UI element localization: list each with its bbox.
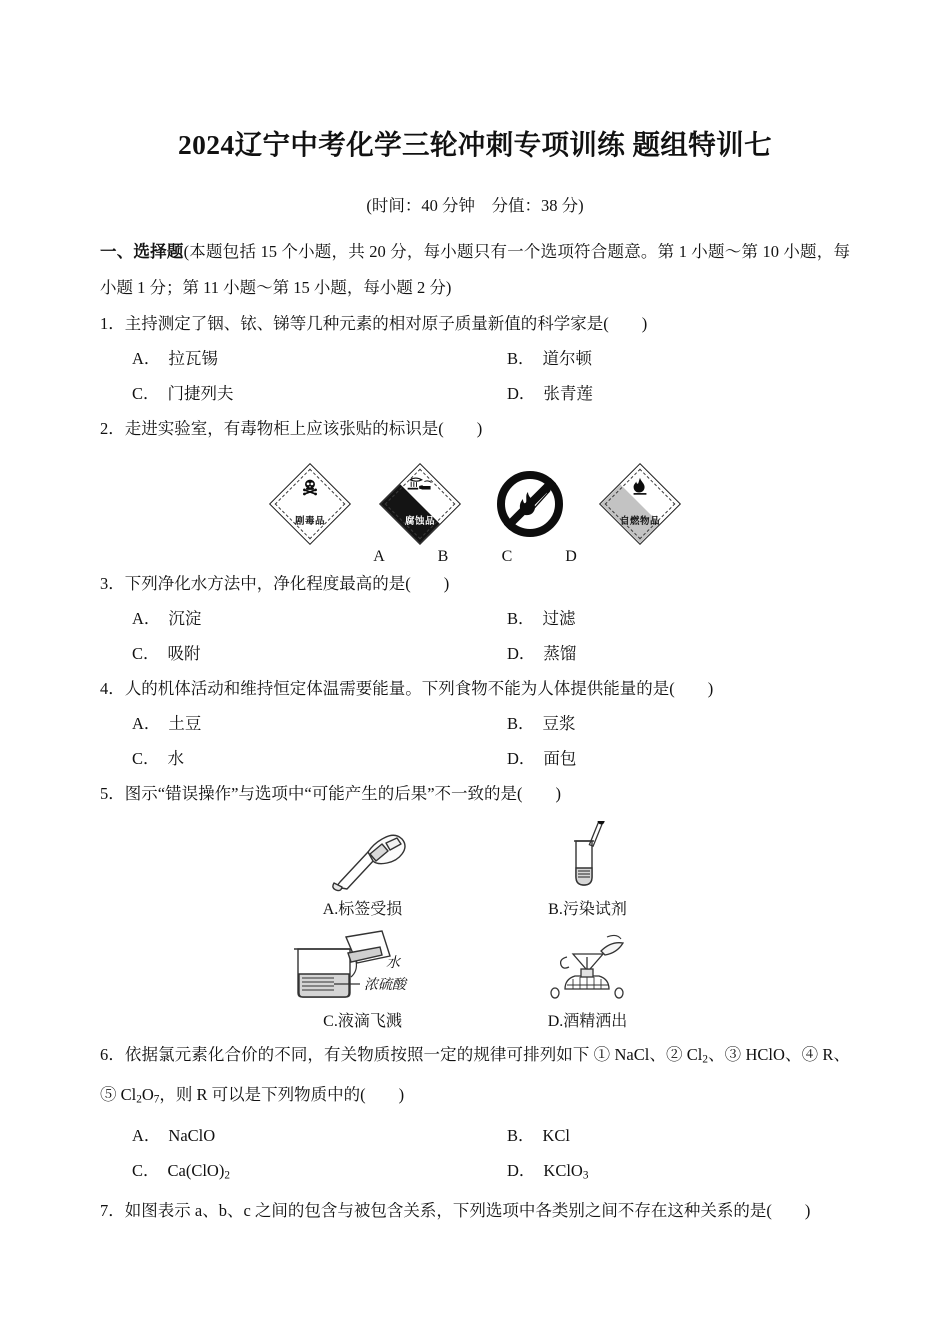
question-5-figure: [100, 817, 850, 1037]
option-1-B[interactable]: [475, 341, 850, 376]
option-text: 门捷列夫: [167, 384, 234, 403]
question-4-options-row-2: [100, 741, 850, 776]
operation-item-A: [250, 817, 475, 925]
question-2-figure-labels: [100, 548, 850, 566]
question-6-options-row-2: [100, 1153, 850, 1193]
skull-crossbones-icon: [268, 476, 352, 502]
figure-label-A: A: [373, 548, 385, 565]
option-formula: KClO: [543, 1160, 583, 1180]
question-5-figure-row-1: [100, 817, 850, 925]
hazard-sign-B-caption: 腐蚀品: [404, 516, 435, 527]
question-6-stem: [100, 1037, 850, 1118]
option-text: [168, 1153, 230, 1193]
operation-item-B: [475, 817, 700, 925]
q6-part-3: O: [141, 1085, 154, 1105]
option-text: 蒸馏: [543, 644, 577, 663]
figure-label-D: D: [565, 548, 577, 565]
beaker-pouring-icon: [250, 925, 475, 1007]
option-text: 土豆: [168, 714, 202, 733]
option-3-A[interactable]: [100, 601, 475, 636]
option-letter: B．: [507, 1125, 535, 1145]
section-label: 一、选择题: [100, 242, 184, 261]
question-7-stem: 7．如图表示 a、b、c 之间的包含与被包含关系，下列选项中各类别之间不存在这种关系的是( ): [100, 1201, 811, 1221]
q6-part-1: 6．依据氯元素化合价的不同，有关物质按照一定的规律可排列如下 ① NaCl、② Cl: [100, 1045, 703, 1064]
option-letter: B．: [507, 609, 535, 628]
option-formula: Ca(ClO): [167, 1160, 225, 1180]
hazard-sign-B: [378, 462, 462, 546]
option-letter: A．: [132, 349, 161, 368]
figure-label-C: C: [501, 548, 513, 565]
option-6-A[interactable]: [100, 1118, 475, 1153]
option-letter: C．: [132, 1160, 160, 1180]
question-3-options-row-1: [100, 601, 850, 636]
question-1-stem: 1．主持测定了铟、铱、锑等几种元素的相对原子质量新值的科学家是( ): [100, 314, 648, 333]
option-subscript: 2: [224, 1169, 230, 1182]
option-6-C[interactable]: [100, 1153, 475, 1193]
corrosive-icon: [378, 476, 462, 500]
question-2-figure: [100, 454, 850, 546]
question-5-stem: 5．图示“错误操作”与选项中“可能产生的后果”不一致的是( ): [100, 784, 562, 803]
option-4-C[interactable]: [100, 741, 475, 776]
option-subscript: 3: [582, 1169, 589, 1182]
option-letter: A．: [132, 714, 161, 733]
question-5-figure-row-2: [100, 925, 850, 1037]
operation-item-D: [475, 925, 700, 1037]
option-1-A[interactable]: [100, 341, 475, 376]
hazard-sign-C: [488, 462, 572, 546]
option-text: 水: [167, 749, 185, 768]
question-3-options-row-2: [100, 636, 850, 671]
flame-icon: [598, 476, 682, 502]
page-title: 2024辽宁中考化学三轮冲刺专项训练 题组特训七: [178, 129, 772, 160]
option-letter: A．: [132, 1125, 161, 1145]
section-header: [100, 216, 850, 306]
option-3-C[interactable]: [100, 636, 475, 671]
test-tube-with-dropper-icon: [475, 817, 700, 895]
hazard-sign-A-caption: 剧毒品: [294, 516, 325, 527]
pouring-bottle-icon: [250, 817, 475, 895]
option-text: 吸附: [167, 644, 201, 663]
option-6-D[interactable]: [475, 1153, 850, 1193]
exam-meta-line: (时间：40 分钟 分值：38 分): [366, 196, 584, 215]
question-6-options-row-1: [100, 1118, 850, 1153]
option-letter: A．: [132, 609, 161, 628]
question-1-options-row-1: [100, 341, 850, 376]
q6-sub-2: 2: [136, 1093, 142, 1106]
option-letter: D．: [507, 384, 536, 403]
svg-text:浓硫酸: 浓硫酸: [363, 977, 406, 993]
question-4-options-row-1: [100, 706, 850, 741]
option-4-B[interactable]: [475, 706, 850, 741]
option-letter: C．: [132, 384, 160, 403]
option-letter: C．: [132, 644, 160, 663]
operation-item-C: [250, 925, 475, 1037]
option-3-D[interactable]: [475, 636, 850, 671]
option-text: 豆浆: [542, 714, 576, 733]
hazard-sign-D: [598, 462, 682, 546]
operation-label-B: B.污染试剂: [548, 901, 627, 918]
option-text: 过滤: [542, 609, 576, 628]
option-text: 面包: [543, 749, 577, 768]
option-letter: D．: [507, 644, 536, 663]
question-3-stem: 3．下列净化水方法中，净化程度最高的是( ): [100, 574, 450, 593]
option-text: 道尔顿: [542, 349, 593, 368]
section-instructions: (本题包括 15 个小题，共 20 分，每小题只有一个选项符合题意。第 1 小题～第 10 小题，每小题 1 分；第 11 小题～第 15 小题，每小题 2 分): [100, 242, 850, 297]
q6-part-4: ，则 R 可以是下列物质中的( ): [159, 1085, 405, 1105]
q6-sub-3: 7: [153, 1093, 160, 1106]
option-text: 沉淀: [168, 609, 202, 628]
operation-label-D: D.酒精洒出: [547, 1013, 628, 1030]
operation-label-C: C.液滴飞溅: [323, 1013, 402, 1030]
hazard-sign-D-caption: 自燃物品: [619, 516, 660, 527]
option-text: KCl: [542, 1125, 571, 1145]
figure-label-B: B: [437, 548, 449, 565]
svg-text:水: 水: [385, 955, 400, 971]
option-text: 拉瓦锡: [168, 349, 218, 368]
operation-label-A: A.标签受损: [322, 901, 403, 918]
option-letter: D．: [507, 749, 536, 768]
alcohol-lamp-funnel-icon: [475, 925, 700, 1007]
option-text: [543, 1153, 588, 1193]
option-4-A[interactable]: [100, 706, 475, 741]
question-2-stem: 2．走进实验室，有毒物柜上应该张贴的标识是( ): [100, 419, 483, 438]
option-6-B[interactable]: [475, 1118, 850, 1153]
option-text: NaClO: [168, 1125, 216, 1145]
hazard-sign-A: [268, 462, 352, 546]
option-1-D[interactable]: [475, 376, 850, 411]
option-letter: C．: [132, 749, 160, 768]
option-letter: B．: [507, 714, 535, 733]
option-3-B[interactable]: [475, 601, 850, 636]
option-4-D[interactable]: [475, 741, 850, 776]
q6-part-2: 、③ HClO、④ R、⑤ Cl: [100, 1045, 850, 1105]
question-4-stem: 4．人的机体活动和维持恒定体温需要能量。下列食物不能为人体提供能量的是( ): [100, 679, 714, 698]
option-letter: D．: [507, 1160, 536, 1180]
option-1-C[interactable]: [100, 376, 475, 411]
q6-sub-1: 2: [702, 1053, 708, 1066]
option-letter: B．: [507, 349, 535, 368]
question-1-options-row-2: [100, 376, 850, 411]
option-text: 张青莲: [543, 384, 593, 403]
